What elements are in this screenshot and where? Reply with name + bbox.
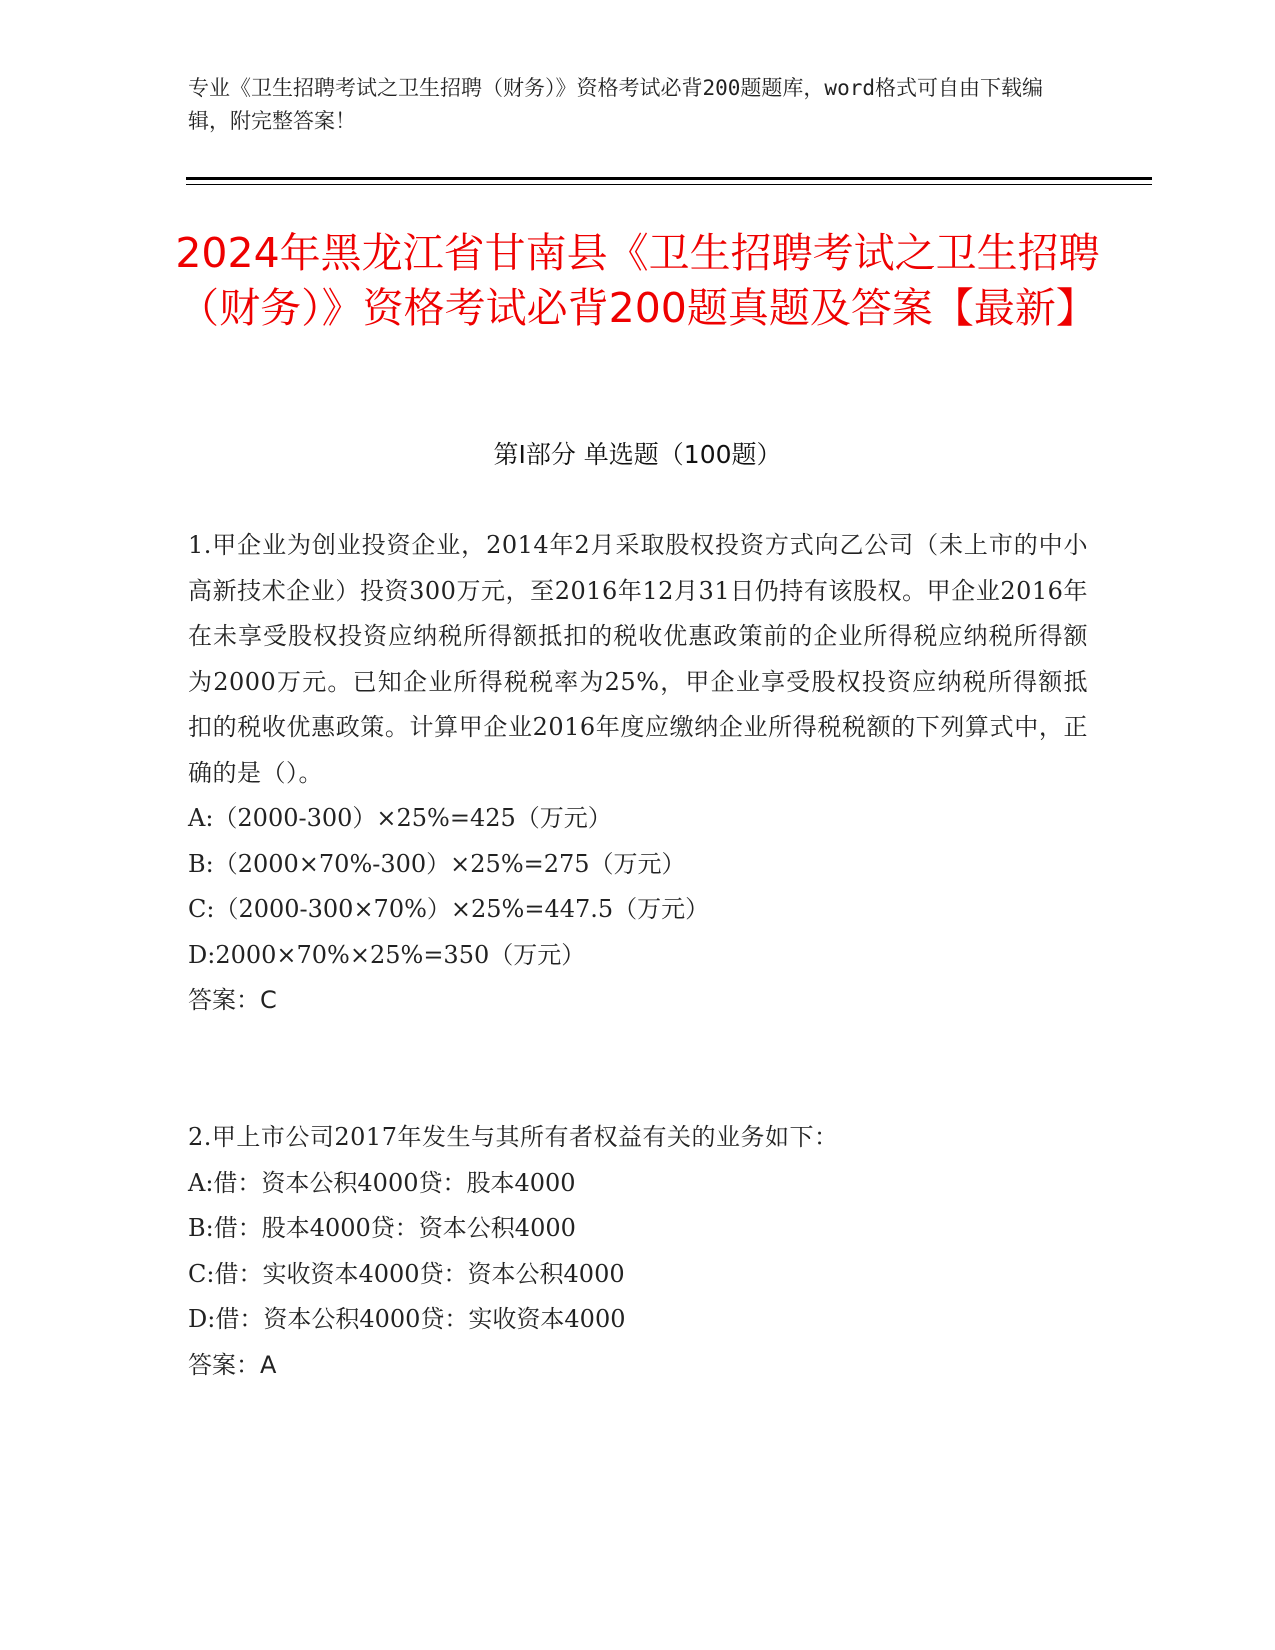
option-a: A:借：资本公积4000贷：股本4000	[188, 1168, 576, 1197]
section-title: 第I部分 单选题（100题）	[493, 440, 782, 469]
answer: 答案：C	[188, 986, 277, 1014]
option-c: C:借：实收资本4000贷：资本公积4000	[188, 1259, 625, 1288]
question-stem: 2.甲上市公司2017年发生与其所有者权益有关的业务如下：	[188, 1123, 839, 1151]
document-title: 2024年黑龙江省甘南县《卫生招聘考试之卫生招聘（财务）》资格考试必背200题真题及答案【最新】	[175, 229, 1100, 332]
header-note: 专业《卫生招聘考试之卫生招聘（财务）》资格考试必背200题题库，word格式可自由下载编辑，附完整答案！	[188, 76, 1043, 133]
header-divider-thin	[186, 184, 1152, 185]
option-b: B:借：股本4000贷：资本公积4000	[188, 1214, 576, 1242]
header-divider-thick	[186, 177, 1152, 180]
option-d: D:借：资本公积4000贷：实收资本4000	[188, 1305, 626, 1333]
option-c: C:（2000-300×70%）×25%=447.5（万元）	[188, 895, 710, 923]
answer: 答案：A	[188, 1350, 277, 1379]
question-stem: 1.甲企业为创业投资企业，2014年2月采取股权投资方式向乙公司（未上市的中小高新技术企业）投资300万元，至2016年12月31日仍持有该股权。甲企业2016年在未享受股权投资应纳税所得额抵扣的税收优惠政策前的企业所得税应纳税所得额为2000万元。已知企业所得税税率为25%，甲企业享受股权投资应纳税所得额抵扣的税收优惠政策。计算甲企业2016年度应缴纳企业所得税税额的下列算式中，正确的是（）。	[188, 531, 1088, 787]
option-d: D:2000×70%×25%=350（万元）	[188, 940, 586, 969]
question-1	[188, 523, 1088, 1024]
option-a: A:（2000-300）×25%=425（万元）	[188, 804, 612, 832]
question-2	[188, 1115, 1088, 1388]
option-b: B:（2000×70%-300）×25%=275（万元）	[188, 849, 686, 878]
